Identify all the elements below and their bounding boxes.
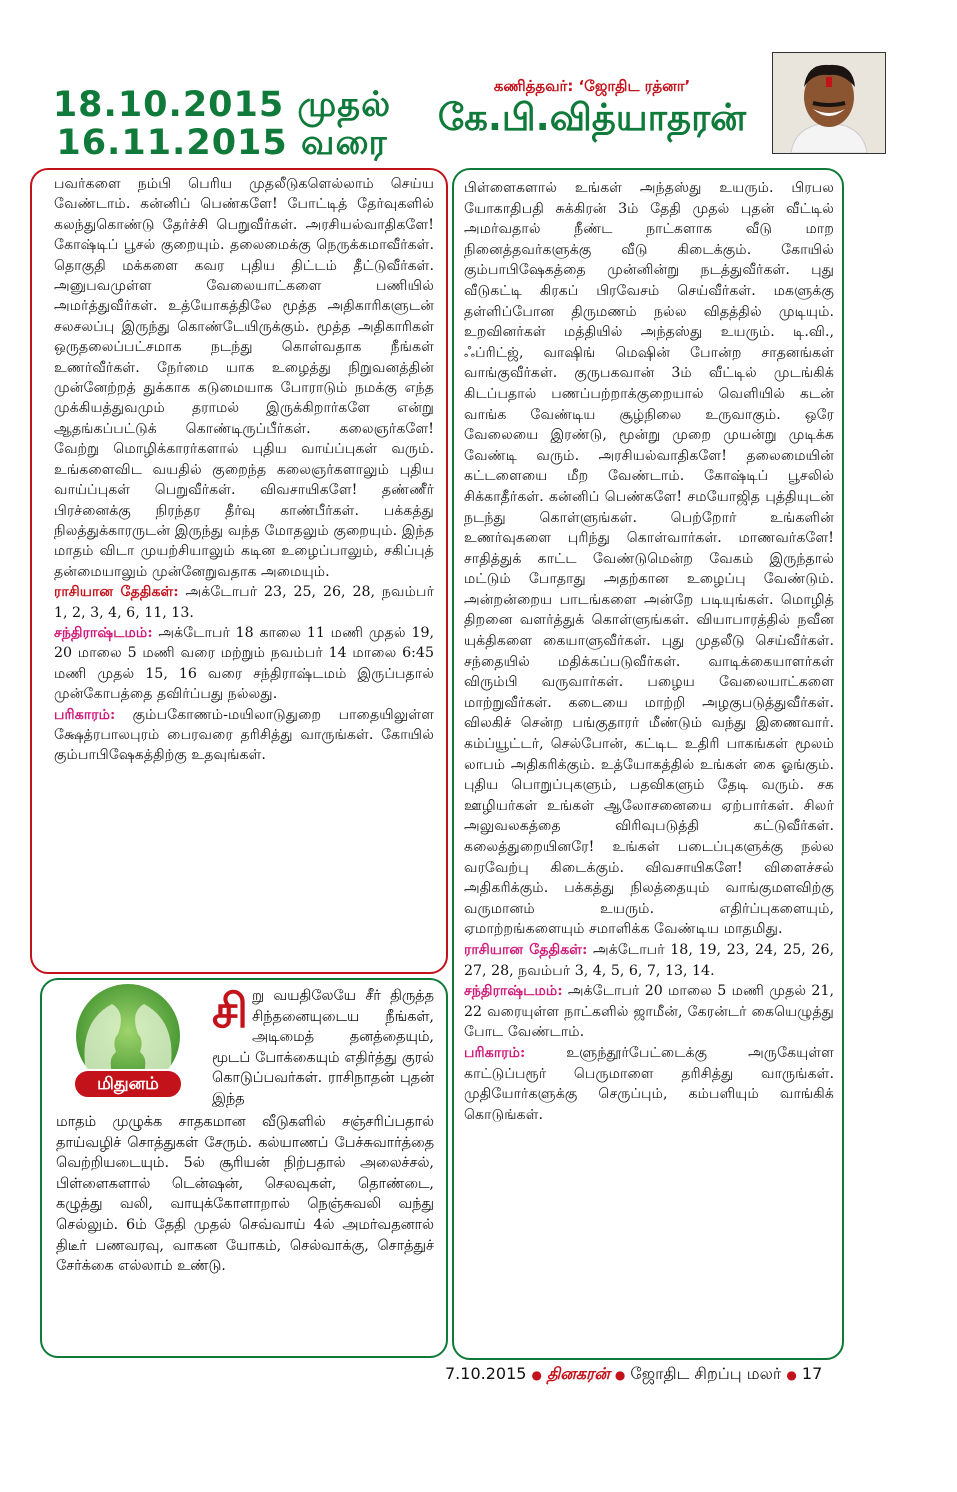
lucky-dates-label: ராசியான தேதிகள்:	[464, 941, 588, 958]
bullet-icon: ●	[614, 1368, 626, 1382]
author-photo	[772, 52, 886, 154]
remedy-value: உளுந்தூர்பேட்டைக்கு அருகேயுள்ள காட்டுப்பரூர் பெருமாளை தரிசித்து வாருங்கள். முதியோர்களுக்கு செருப்பும், கம்பளியும் வாங்கிக் கொடுங்கள்.	[464, 1044, 834, 1123]
issue-date: 7.10.2015	[445, 1364, 527, 1383]
chandrashtamam-label: சந்திராஷ்டமம்:	[464, 983, 563, 1000]
sign-name: மிதுனம்	[97, 1074, 159, 1094]
chandrashtamam-value: அக்டோபர் 20 மாலை 5 மணி முதல் 21, 22 வரையுள்ள நாட்களில் ஜாமீன், கேரன்டர் கையெழுத்து போட வேண்டாம்.	[464, 983, 834, 1041]
prev-sign-lucky-dates	[54, 582, 434, 623]
mithunam-body	[56, 1112, 434, 1277]
prev-sign-paragraph: பவர்களை நம்பி பெரிய முதலீடுகளெல்லாம் செய்ய வேண்டாம். கன்னிப் பெண்களே! போட்டித் தேர்வுகளில் கலந்துகொண்டு தேர்ச்சி பெறுவீர்கள். அரசியல்வாதிகளே! கோஷ்டிப் பூசல் குறையும். தலைமைக்கு நெருக்கமாவீர்கள். தொகுதி மக்களை கவர புதிய திட்டம் தீட்டுவீர்கள். அனுபவமுள்ள வேலையாட்களை பணியில் அமர்த்துவீர்கள். உத்யோகத்திலே மூத்த அதிகாரிகளுடன் சலசலப்பு இருந்து கொண்டேயிருக்கும். மூத்த அதிகாரிகள் ஒருதலைப்பட்சமாக நடந்து கொள்வதாக நீங்கள் உணர்வீர்கள். நேர்மை யாக உழைத்து நிறுவனத்தின் முன்னேற்றத் துக்காக கடுமையாக போராடும் நமக்கு எந்த முக்கியத்துவமும் தராமல் இருக்கிறார்களே என்று ஆதங்கப்பட்டுக் கொண்டிருப்பீர்கள். கலைஞர்களே! வேற்று மொழிக்காரர்களால் புதிய வாய்ப்புகள் வரும். உங்களைவிட வயதில் குறைந்த கலைஞர்களாலும் புதிய வாய்ப்புகள் பெறுவீர்கள். விவசாயிகளே! தண்ணீர் பிரச்னைக்கு நிரந்தர தீர்வு காண்பீர்கள். பக்கத்து நிலத்துக்காரருடன் இருந்து வந்த மோதலும் குறையும். இந்த மாதம் விடா முயற்சியாலும் கடின உழைப்பாலும், சகிப்புத் தன்மையாலும் முன்னேறுவதாக அமையும்.	[54, 176, 434, 580]
right-paragraph: பிள்ளைகளால் உங்கள் அந்தஸ்து உயரும். பிரபல யோகாதிபதி சுக்கிரன் 3ம் தேதி முதல் புதன் வீட்டில் அமர்வதால் நீண்ட நாட்களாக வீடு மாற நினைத்தவர்களுக்கு வீடு கிடைக்கும். கோயில் கும்பாபிஷேகத்தை முன்னின்று நடத்துவீர்கள். புது வீடுகட்டி கிரகப் பிரவேசம் செய்வீர்கள். மகளுக்கு தள்ளிப்போன திருமணம் நல்ல விதத்தில் முடியும். உறவினர்கள் மத்தியில் அந்தஸ்து உயரும். டி.வி., ஃப்ரிட்ஜ், வாஷிங் மெஷின் போன்ற சாதனங்கள் வாங்குவீர்கள். குருபகவான் 3ம் வீட்டில் முடங்கிக் கிடப்பதால் பணப்பற்றாக்குறையால் வெளியில் கடன் வாங்க வேண்டிய சூழ்நிலை உருவாகும். ஒரே வேலையை இரண்டு, மூன்று முறை முயன்று முடிக்க வேண்டி வரும். அரசியல்வாதிகளே! தலைமையின் கட்டளையை மீற வேண்டாம். கோஷ்டிப் பூசலில் சிக்காதீர்கள். கன்னிப் பெண்களே! சமயோஜித புத்தியுடன் நடந்து கொள்ளுங்கள். பெற்றோர் உங்களின் உணர்வுகளை புரிந்து கொள்வார்கள். மாணவர்களே! சாதித்துக் காட்ட வேண்டுமென்ற வேகம் இருந்தால் மட்டும் போதாது அதற்கான உழைப்பு வேண்டும். அன்றன்றைய பாடங்களை அன்றே படியுங்கள். மொழித் திறனை வளர்த்துக் கொள்ளுங்கள். வியாபாரத்தில் நவீன யுக்திகளை கையாளுவீர்கள். புது முதலீடு செய்வீர்கள். சந்தையில் மதிக்கப்படுவீர்கள். வாடிக்கையாளர்கள் விரும்பி வருவார்கள். பழைய வேலையாட்களை மாற்றுவீர்கள். கடையை மாற்றி அழகுபடுத்துவீர்கள். விலகிச் சென்ற பங்குதாரர் மீண்டும் வந்து இணைவார். கம்ப்யூட்டர், செல்போன், கட்டிட உதிரி பாகங்கள் மூலம் லாபம் அதிகரிக்கும். உத்யோகத்தில் உங்கள் கை ஓங்கும். புதிய பொறுப்புகளும், பதவிகளும் தேடி வரும். சக ஊழியர்கள் உங்கள் ஆலோசனையை ஏற்பார்கள். சிலர் அலுவலகத்தை விரிவுபடுத்தி கட்டுவீர்கள். கலைத்துறையினரே! உங்கள் படைப்புகளுக்கு நல்ல வரவேற்பு கிடைக்கும். விவசாயிகளே! விளைச்சல் அதிகரிக்கும். பக்கத்து நிலத்தையும் வாங்குமளவிற்கு வருமானம் உயரும். எதிர்ப்புகளையும், ஏமாற்றங்களையும் சமாளிக்க வேண்டிய மாதமிது.	[464, 180, 834, 938]
prev-sign-text	[54, 174, 434, 766]
chandrashtamam-label: சந்திராஷ்டமம்:	[54, 624, 153, 641]
supplement-name: ஜோதிட சிறப்பு மலர்	[630, 1364, 782, 1383]
prev-sign-chandrashtamam	[54, 623, 434, 705]
lucky-dates-label: ராசியான தேதிகள்:	[54, 584, 179, 601]
page-footer	[445, 1364, 845, 1385]
gemini-sign-badge	[56, 982, 200, 1102]
right-remedy	[464, 1043, 834, 1125]
prev-sign-remedy	[54, 705, 434, 766]
author-name: கே.பி.வித்யாதரன்	[437, 96, 747, 139]
lucky-dates-value: அக்டோபர் 23, 25, 26, 28, நவம்பர் 1, 2, 3, 4, 6, 11, 13.	[54, 584, 434, 621]
mithunam-continuation-text	[464, 178, 834, 1125]
mithunam-intro-text: று வயதிலேயே சீர் திருத்த சிந்தனையுடைய நீங்கள், அடிமைத் தனத்தையும், மூடப் போக்கையும் எதிர்த்து குரல் கொடுப்பவர்கள். ராசிநாதன் புதன் இந்த	[212, 988, 434, 1107]
mithunam-body-text: மாதம் முழுக்க சாதகமான வீடுகளில் சஞ்சரிப்பதால் தாய்வழிச் சொத்துகள் சேரும். கல்யாணப் பேச்சுவார்த்தை வெற்றியடையும். 5ல் சூரியன் நிற்பதால் அலைச்சல், பிள்ளைகளால் டென்ஷன், செலவுகள், தொண்டை, கழுத்து வலி, வாயுக்கோளாறால் நெஞ்சுவலி வந்து செல்லும். 6ம் தேதி முதல் செவ்வாய் 4ல் அமர்வதனால் திடீர் பணவரவு, வாகன யோகம், செல்வாக்கு, சொத்துச் சேர்க்கை எல்லாம் உண்டு.	[56, 1114, 434, 1275]
remedy-value: கும்பகோணம்-மயிலாடுதுறை பாதையிலுள்ள க்ஷேத்ரபாலபுரம் பைரவரை தரிசித்து வாருங்கள். கோயில் கும்பாபிஷேகத்திற்கு உதவுங்கள்.	[54, 706, 435, 764]
author-title: ‘ஜோதிட ரத்னா’	[578, 77, 691, 95]
date-range-end: 16.11.2015 வரை	[56, 123, 388, 163]
page-number: 17	[801, 1364, 823, 1383]
author-block	[412, 76, 772, 139]
remedy-label: பரிகாரம்:	[54, 706, 116, 723]
right-lucky-dates	[464, 940, 834, 981]
remedy-label: பரிகாரம்:	[464, 1044, 526, 1061]
mithunam-continuation-box	[452, 168, 844, 1360]
dropcap-letter: சி	[212, 984, 249, 1038]
date-range-start: 18.10.2015 முதல்	[52, 85, 392, 125]
bullet-icon: ●	[786, 1368, 797, 1382]
newspaper-name: தினகரன்	[547, 1364, 610, 1383]
bullet-icon: ●	[531, 1368, 543, 1382]
portrait-icon	[773, 53, 885, 153]
chandrashtamam-value: அக்டோபர் 18 காலை 11 மணி முதல் 19, 20 மாலை 5 மணி வரை மற்றும் நவம்பர் 14 மாலை 6:45 மணி முதல் 15, 16 வரை சந்திராஷ்டமம் இருப்பதால் முன்கோபத்தை தவிர்ப்பது நல்லது.	[54, 624, 435, 703]
author-by-label: கணித்தவர்:	[493, 77, 574, 95]
lucky-dates-value: அக்டோபர் 18, 19, 23, 24, 25, 26, 27, 28, நவம்பர் 3, 4, 5, 6, 7, 13, 14.	[464, 941, 834, 979]
mithunam-intro	[212, 986, 434, 1110]
prev-sign-continuation-box	[30, 168, 448, 974]
date-range-title	[42, 86, 402, 162]
right-chandrashtamam	[464, 981, 834, 1043]
